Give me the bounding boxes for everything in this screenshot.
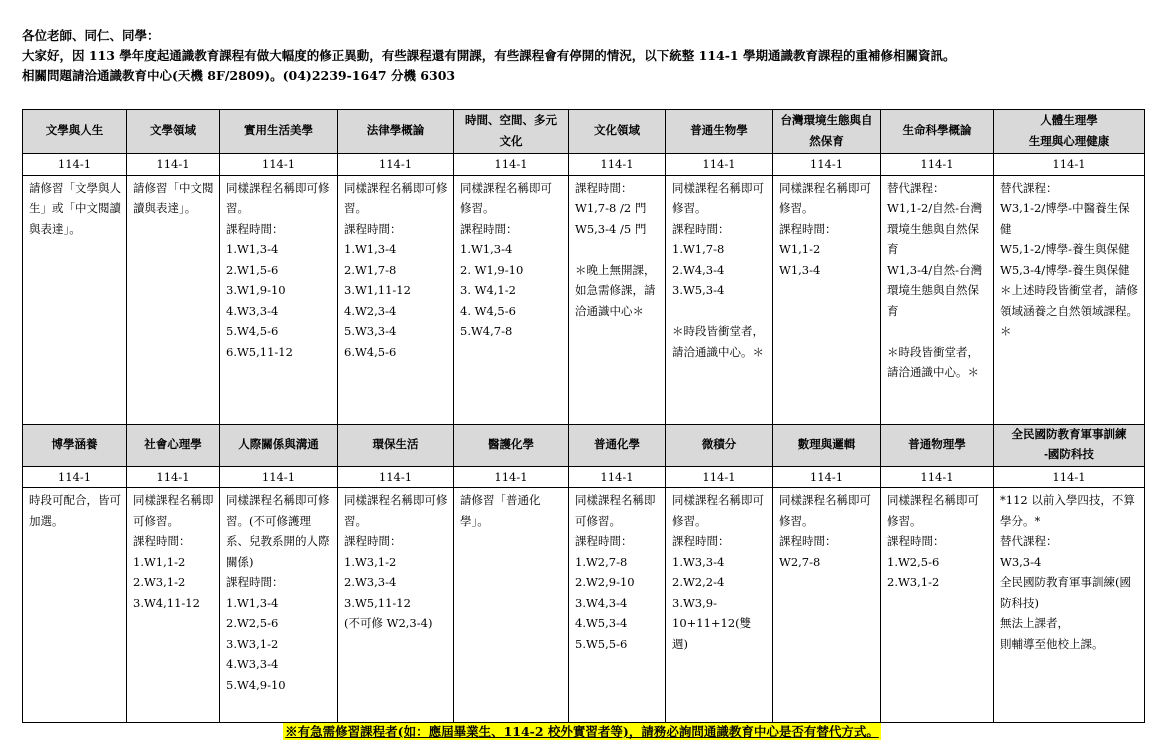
intro bbox=[22, 26, 1142, 86]
semester-cell: 114-1 bbox=[881, 466, 994, 488]
semester-cell: 114-1 bbox=[773, 154, 881, 176]
semester-cell: 114-1 bbox=[23, 154, 127, 176]
course-info: 同樣課程名稱即可修習。 課程時間： W2,7-8 bbox=[773, 488, 881, 723]
course-info: 同樣課程名稱即可修習。 課程時間： 1.W1,3-4 2.W1,5-6 3.W1,9-10 4.W3,3-4 5.W4,5-6 6.W5,11-12 bbox=[220, 175, 338, 424]
course-header: 文學領域 bbox=[127, 110, 220, 154]
course-info: 同樣課程名稱即可修習。 課程時間： 1.W1,3-4 2. W1,9-10 3. W4,1-2 4. W4,5-6 5.W4,7-8 bbox=[454, 175, 569, 424]
course-header: 時間、空間、多元文化 bbox=[454, 110, 569, 154]
course-info: 課程時間： W1,7-8 /2 門 W5,3-4 /5 門 ＊晚上無開課，如急需修課，請洽通識中心＊ bbox=[569, 175, 666, 424]
semester-cell: 114-1 bbox=[454, 154, 569, 176]
course-info: 同樣課程名稱即可修習。 課程時間： 1.W3,1-2 2.W3,3-4 3.W5,11-12 (不可修 W2,3-4) bbox=[338, 488, 454, 723]
info-row-1 bbox=[23, 175, 1145, 424]
course-info: 同樣課程名稱即可修習。 課程時間： 1.W3,3-4 2.W2,2-4 3.W3,9- 10+11+12(雙週) bbox=[666, 488, 773, 723]
semester-cell: 114-1 bbox=[220, 466, 338, 488]
course-header: 醫護化學 bbox=[454, 424, 569, 466]
intro-line-announcement: 大家好，因 113 學年度起通識教育課程有做大幅度的修正異動，有些課程還有開課，有些課程會有停開的情況，以下統整 114-1 學期通識教育課程的重補修相關資訊。 bbox=[22, 48, 956, 63]
semester-cell: 114-1 bbox=[23, 466, 127, 488]
course-info: 同樣課程名稱即可修習。 課程時間： 1.W2,5-6 2.W3,1-2 bbox=[881, 488, 994, 723]
semester-row-1 bbox=[23, 154, 1145, 176]
course-header: 普通生物學 bbox=[666, 110, 773, 154]
course-info: 同樣課程名稱即可修習。 課程時間： 1.W1,7-8 2.W4,3-4 3.W5,3-4 ＊時段皆衝堂者，請洽通識中心。＊ bbox=[666, 175, 773, 424]
semester-cell: 114-1 bbox=[666, 466, 773, 488]
course-header: 文學與人生 bbox=[23, 110, 127, 154]
course-header: 普通物理學 bbox=[881, 424, 994, 466]
course-header: 台灣環境生態與自然保育 bbox=[773, 110, 881, 154]
course-header: 實用生活美學 bbox=[220, 110, 338, 154]
course-info: 同樣課程名稱即可修習。 課程時間： 1.W1,3-4 2.W1,7-8 3.W1,11-12 4.W2,3-4 5.W3,3-4 6.W4,5-6 bbox=[338, 175, 454, 424]
course-info: *112 以前入學四技，不算學分。* 替代課程： W3,3-4 全民國防教育軍事訓練(國防科技) 無法上課者， 則輔導至他校上課。 bbox=[994, 488, 1145, 723]
semester-cell: 114-1 bbox=[666, 154, 773, 176]
course-info: 替代課程： W1,1-2/自然-台灣環境生態與自然保育 W1,3-4/自然-台灣環境生態與自然保育 ＊時段皆衝堂者，請洽通識中心。＊ bbox=[881, 175, 994, 424]
course-header: 全民國防教育軍事訓練 -國防科技 bbox=[994, 424, 1145, 466]
intro-line-contact: 相關問題請洽通識教育中心(天機 8F/2809)。(04)2239-1647 分機 6303 bbox=[22, 68, 456, 83]
semester-cell: 114-1 bbox=[338, 154, 454, 176]
course-header: 人際關係與溝通 bbox=[220, 424, 338, 466]
course-info: 請修習「普通化學」。 bbox=[454, 488, 569, 723]
semester-cell: 114-1 bbox=[127, 154, 220, 176]
course-header: 環保生活 bbox=[338, 424, 454, 466]
semester-cell: 114-1 bbox=[881, 154, 994, 176]
semester-cell: 114-1 bbox=[127, 466, 220, 488]
course-info: 請修習「文學與人生」或「中文閱讀與表達」。 bbox=[23, 175, 127, 424]
footer-notice bbox=[0, 721, 1164, 740]
header-row-1 bbox=[23, 110, 1145, 154]
semester-cell: 114-1 bbox=[994, 466, 1145, 488]
semester-cell: 114-1 bbox=[994, 154, 1145, 176]
semester-cell: 114-1 bbox=[338, 466, 454, 488]
course-header: 社會心理學 bbox=[127, 424, 220, 466]
course-header: 文化領域 bbox=[569, 110, 666, 154]
semester-row-2 bbox=[23, 466, 1145, 488]
course-info: 請修習「中文閱讀與表達」。 bbox=[127, 175, 220, 424]
course-info: 替代課程： W3,1-2/博學-中醫養生保健 W5,1-2/博學-養生與保健 W5,3-4/博學-養生與保健 ＊上述時段皆衝堂者，請修領域涵養之自然領域課程。＊ bbox=[994, 175, 1145, 424]
footer-highlight: ※有急需修習課程者(如：應屆畢業生、114-2 校外實習者等)，請務必詢問通識教育中心是否有替代方式。 bbox=[285, 724, 879, 739]
semester-cell: 114-1 bbox=[569, 154, 666, 176]
course-header: 微積分 bbox=[666, 424, 773, 466]
course-table bbox=[22, 109, 1145, 723]
semester-cell: 114-1 bbox=[220, 154, 338, 176]
semester-cell: 114-1 bbox=[773, 466, 881, 488]
course-info: 同樣課程名稱即可修習。 課程時間： W1,1-2 W1,3-4 bbox=[773, 175, 881, 424]
course-header: 人體生理學 生理與心理健康 bbox=[994, 110, 1145, 154]
course-header: 法律學概論 bbox=[338, 110, 454, 154]
course-info: 同樣課程名稱即可修習。(不可修護理系、兒教系開的人際關係) 課程時間： 1.W1,3-4 2.W2,5-6 3.W3,1-2 4.W3,3-4 5.W4,9-10 bbox=[220, 488, 338, 723]
semester-cell: 114-1 bbox=[569, 466, 666, 488]
course-header: 博學涵養 bbox=[23, 424, 127, 466]
course-info: 時段可配合，皆可加選。 bbox=[23, 488, 127, 723]
info-row-2 bbox=[23, 488, 1145, 723]
course-info: 同樣課程名稱即可修習。 課程時間： 1.W1,1-2 2.W3,1-2 3.W4,11-12 bbox=[127, 488, 220, 723]
course-header: 普通化學 bbox=[569, 424, 666, 466]
course-header: 數理與邏輯 bbox=[773, 424, 881, 466]
header-row-2 bbox=[23, 424, 1145, 466]
semester-cell: 114-1 bbox=[454, 466, 569, 488]
course-header: 生命科學概論 bbox=[881, 110, 994, 154]
greeting: 各位老師、同仁、同學： bbox=[22, 28, 160, 43]
course-info: 同樣課程名稱即可修習。 課程時間： 1.W2,7-8 2.W2,9-10 3.W4,3-4 4.W5,3-4 5.W5,5-6 bbox=[569, 488, 666, 723]
